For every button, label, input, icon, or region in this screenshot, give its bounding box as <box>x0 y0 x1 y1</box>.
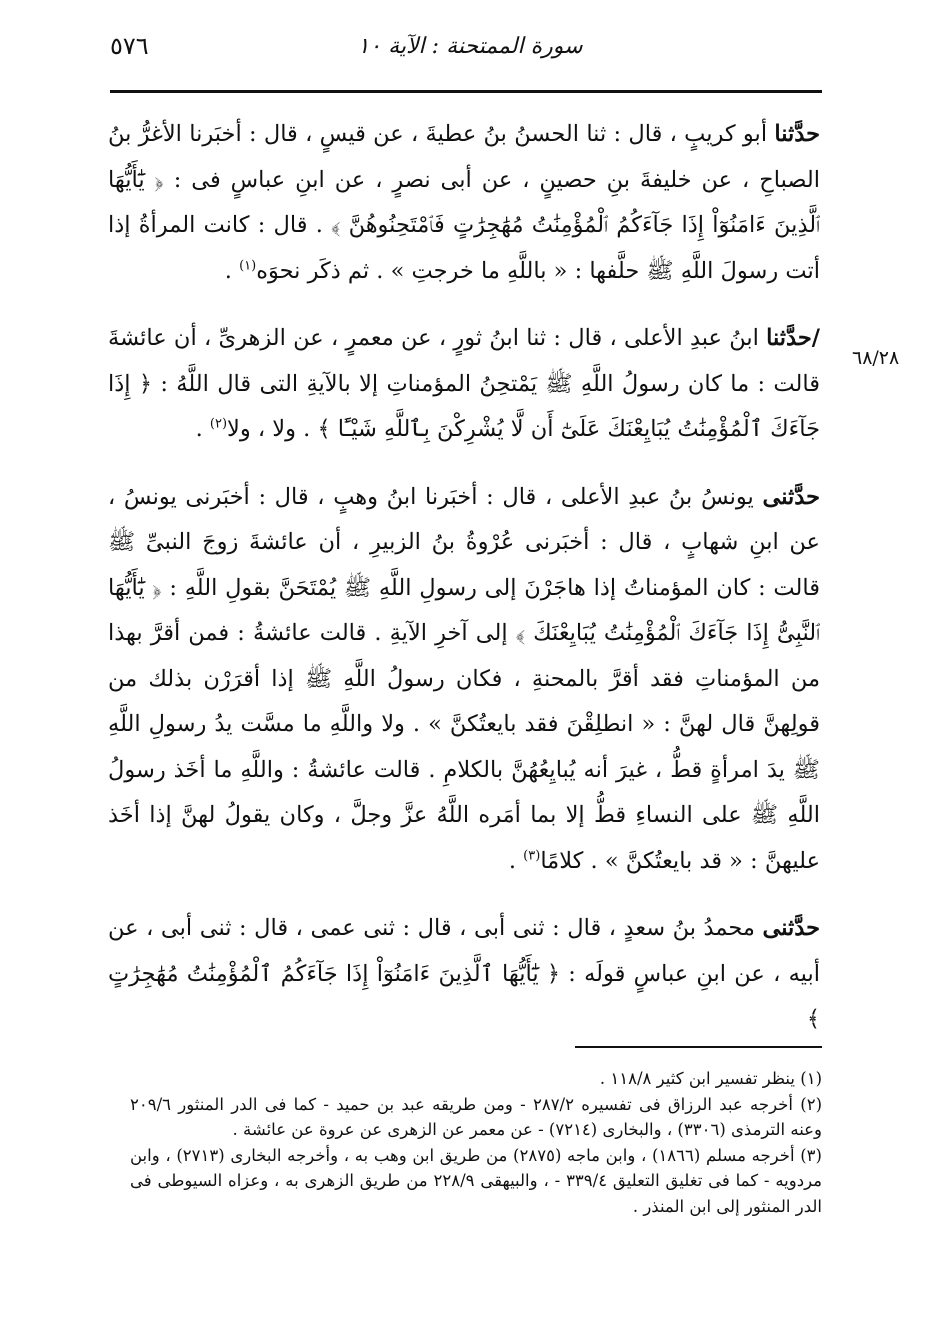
header-rule <box>110 90 822 93</box>
paragraph-tail: . <box>508 847 524 874</box>
paragraph-text: أبو كريبٍ ، قال : ثنا الحسنُ بنُ عطيةَ ، عن قيسٍ ، قال : أخبَرنا الأغرُّ بنُ الصباحِ ، عن خليفةَ بنِ حصينٍ ، عن أبى نصرٍ ، عن ابنِ عباسٍ فى : ﴿ يَٰٓأَيُّهَا ٱلَّذِينَ ءَامَنُوٓاْ إِذَا جَآءَكُمُ ٱلْمُؤْمِنَٰتُ مُهَٰجِرَٰتٍ فَٱمْتَحِنُوهُنَّ ﴾ . قال : كانت المرأةُ إذا أتت رسولَ اللَّهِ ﷺ حلَّفها : « باللَّهِ ما خرجتِ » . ثم ذكَر نحوَه <box>108 121 820 284</box>
margin-reference: ٦٨/٢٨ <box>852 347 900 369</box>
paragraph-lead: حدَّثنى <box>762 915 820 941</box>
paragraph-lead: حدَّثنى <box>762 483 820 510</box>
paragraph-tail: . <box>195 416 210 442</box>
paragraph-4 <box>108 906 820 1043</box>
footnote-1: (١) ينظر تفسير ابن كثير ١١٨/٨ . <box>599 1069 822 1088</box>
running-title: سورة الممتحنة : الآية ١٠ <box>357 34 583 59</box>
footnote-marker: (٢) <box>209 416 228 432</box>
paragraph-1 <box>108 112 820 294</box>
paragraph-3 <box>108 475 820 885</box>
footnote-2: (٢) أخرجه عبد الرزاق فى تفسيره ٢٨٧/٢ - ومن طريقه عبد بن حميد - كما فى الدر المنثور ٢٠٩/٦ وعنه الترمذى (٣٣٠٦) ، والبخارى (٧٢١٤) - عن معمر عن الزهرى عن عروة عن عائشة . <box>130 1094 822 1139</box>
footnotes <box>130 1066 822 1219</box>
paragraph-tail: . <box>224 257 240 284</box>
page-number: ٥٧٦ <box>110 32 149 60</box>
footnote-marker: (٣) <box>523 848 541 863</box>
footnote-marker: (١) <box>239 258 257 273</box>
footnote-rule <box>575 1046 822 1048</box>
main-text <box>108 112 820 1065</box>
paragraph-text: ابنُ عبدِ الأعلى ، قال : ثنا ابنُ ثورٍ ، عن معمرٍ ، عن الزهرىِّ ، أن عائشةَ قالت : ما كان رسولُ اللَّهِ ﷺ يَمْتحِنُ المؤمناتِ إلا بالآيةِ التى قال اللَّهُ : ﴿ إِذَا جَآءَكَ ٱلْمُؤْمِنَٰتُ يُبَايِعْنَكَ عَلَىٰٓ أَن لَّا يُشْرِكْنَ بِٱللَّهِ شَيْـًٔا ﴾ . ولا ، ولا <box>108 325 820 442</box>
footnote-3: (٣) أخرجه مسلم (١٨٦٦) ، وابن ماجه (٢٨٧٥) من طريق ابن وهب به ، وأخرجه البخارى (٢٧١٣) ، وابن مردويه - كما فى تغليق التعليق ٣٣٩/٤ - ، والبيهقى ٢٢٨/٩ من طريق الزهرى به ، وعزاه السيوطى فى الدر المنثور إلى ابن المنذر . <box>130 1145 823 1216</box>
paragraph-2 <box>108 316 820 453</box>
paragraph-lead: /حدَّثنا <box>766 325 820 351</box>
paragraph-text: يونسُ بنُ عبدِ الأعلى ، قال : أخبَرنا ابنُ وهبٍ ، قال : أخبَرنى يونسُ ، عن ابنِ شهابٍ ، قال : أخبَرنى عُرْوةُ بنُ الزبيرِ ، أن عائشةَ زوجَ النبىِّ ﷺ قالت : كان المؤمناتُ إذا هاجَرْنَ إلى رسولِ اللَّهِ ﷺ يُمْتَحَنَّ بقولِ اللَّهِ : ﴿ يَٰٓأَيُّهَا ٱلنَّبِىُّ إِذَا جَآءَكَ ٱلْمُؤْمِنَٰتُ يُبَايِعْنَكَ ﴾ إلى آخرِ الآيةِ . قالت عائشةُ : فمن أقرَّ بهذا من المؤمناتِ فقد أقرَّ بالمحنةِ ، فكان رسولُ اللَّهِ ﷺ إذا أقرَرْن بذلك من قولِهنَّ قال لهنَّ : « انطلِقْنَ فقد بايعتُكنَّ » . ولا واللَّهِ ما مسَّت يدُ رسولِ اللَّهِ ﷺ يدَ امرأةٍ قطُّ ، غيرَ أنه يُبايِعُهُنَّ بالكلامِ . قالت عائشةُ : واللَّهِ ما أخَذ رسولُ اللَّهِ ﷺ على النساءِ قطُّ إلا بما أمَره اللَّهُ عزَّ وجلَّ ، وكان يقولُ لهنَّ إذا أخَذ عليهنَّ : « قد بايعتُكنَّ » . كلامًا <box>108 483 820 874</box>
paragraph-text: محمدُ بنُ سعدٍ ، قال : ثنى أبى ، قال : ثنى عمى ، قال : ثنى أبى ، عن أبيه ، عن ابنِ عباسٍ قولَه : ﴿ يَٰٓأَيُّهَا ٱلَّذِينَ ءَامَنُوٓاْ إِذَا جَآءَكُمُ ٱلْمُؤْمِنَٰتُ مُهَٰجِرَٰتٍ ﴾ <box>108 915 820 1032</box>
page-header <box>110 22 830 72</box>
paragraph-lead: حدَّثنا <box>774 121 820 147</box>
